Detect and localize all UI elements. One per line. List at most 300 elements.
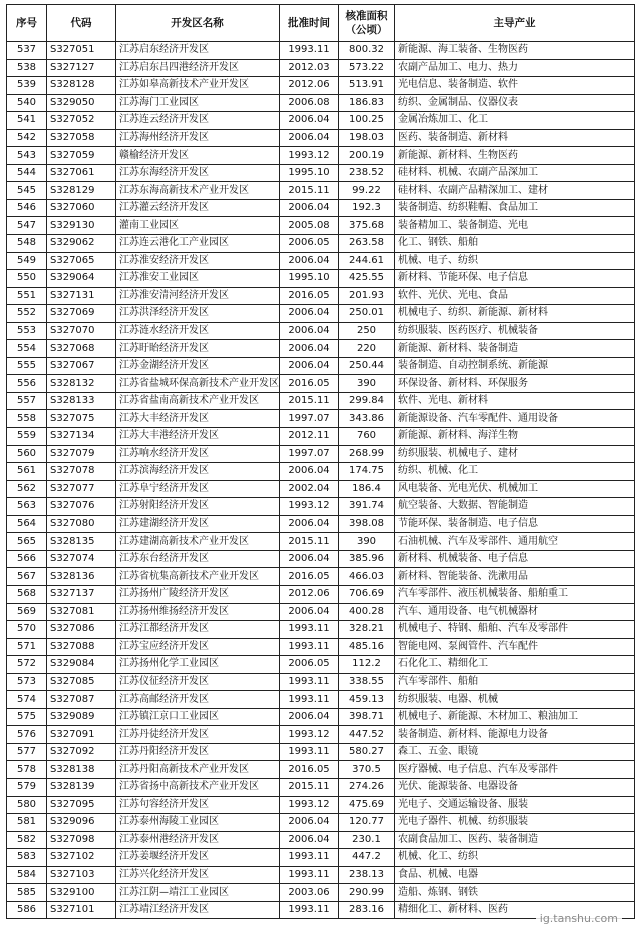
- cell-area: 338.55: [339, 673, 395, 691]
- cell-no: 543: [7, 147, 47, 165]
- cell-code: S327088: [47, 638, 116, 656]
- table-row: [7, 164, 635, 182]
- header-date: 批准时间: [280, 5, 339, 42]
- table-row: [7, 831, 635, 849]
- cell-area: 186.83: [339, 94, 395, 112]
- cell-code: S327052: [47, 112, 116, 130]
- cell-code: S328128: [47, 77, 116, 95]
- cell-industry: 新材料、机械装备、电子信息: [395, 550, 635, 568]
- cell-date: 2015.11: [280, 392, 339, 410]
- cell-date: 2005.08: [280, 217, 339, 235]
- table-row: [7, 392, 635, 410]
- cell-code: S327086: [47, 621, 116, 639]
- cell-industry: 风电装备、光电光伏、机械加工: [395, 480, 635, 498]
- cell-date: 2006.05: [280, 235, 339, 253]
- cell-code: S327095: [47, 796, 116, 814]
- cell-industry: 新材料、智能装备、洗漱用品: [395, 568, 635, 586]
- cell-date: 2015.11: [280, 778, 339, 796]
- cell-no: 567: [7, 568, 47, 586]
- cell-no: 560: [7, 445, 47, 463]
- cell-code: S329100: [47, 884, 116, 902]
- cell-area: 290.99: [339, 884, 395, 902]
- table-row: [7, 814, 635, 832]
- cell-area: 391.74: [339, 498, 395, 516]
- cell-date: 2006.04: [280, 340, 339, 358]
- cell-industry: 新材料、节能环保、电子信息: [395, 270, 635, 288]
- cell-code: S327087: [47, 691, 116, 709]
- table-row: [7, 550, 635, 568]
- cell-industry: 纺织服装、电器、机械: [395, 691, 635, 709]
- cell-date: 2006.04: [280, 603, 339, 621]
- cell-name: 江苏滨海经济开发区: [116, 463, 280, 481]
- cell-no: 572: [7, 656, 47, 674]
- cell-area: 580.27: [339, 743, 395, 761]
- table-row: [7, 568, 635, 586]
- cell-industry: 光伏、能源装备、电器设备: [395, 778, 635, 796]
- cell-no: 549: [7, 252, 47, 270]
- cell-industry: 光电信息、装备制造、软件: [395, 77, 635, 95]
- cell-code: S328135: [47, 533, 116, 551]
- cell-area: 375.68: [339, 217, 395, 235]
- cell-industry: 森工、五金、眼镜: [395, 743, 635, 761]
- cell-no: 539: [7, 77, 47, 95]
- cell-date: 2016.05: [280, 761, 339, 779]
- cell-no: 564: [7, 515, 47, 533]
- header-name: 开发区名称: [116, 5, 280, 42]
- cell-name: 江苏江阴—靖江工业园区: [116, 884, 280, 902]
- table-row: [7, 708, 635, 726]
- cell-area: 198.03: [339, 129, 395, 147]
- cell-no: 586: [7, 901, 47, 919]
- table-row: [7, 884, 635, 902]
- cell-area: 220: [339, 340, 395, 358]
- cell-industry: 汽车零部件、液压机械装备、船舶重工: [395, 585, 635, 603]
- table-row: [7, 217, 635, 235]
- table-row: [7, 94, 635, 112]
- table-row: [7, 621, 635, 639]
- cell-no: 559: [7, 428, 47, 446]
- cell-name: 江苏扬州化学工业园区: [116, 656, 280, 674]
- cell-industry: 医疗器械、电子信息、汽车及零部件: [395, 761, 635, 779]
- table-row: [7, 235, 635, 253]
- cell-date: 1993.11: [280, 901, 339, 919]
- cell-name: 江苏丹阳经济开发区: [116, 743, 280, 761]
- cell-name: 江苏泰州港经济开发区: [116, 831, 280, 849]
- table-row: [7, 182, 635, 200]
- cell-no: 580: [7, 796, 47, 814]
- cell-code: S327068: [47, 340, 116, 358]
- cell-name: 江苏淮安经济开发区: [116, 252, 280, 270]
- cell-code: S327065: [47, 252, 116, 270]
- cell-name: 江苏省扬中高新技术产业开发区: [116, 778, 280, 796]
- cell-date: 1993.11: [280, 673, 339, 691]
- cell-date: 2006.05: [280, 656, 339, 674]
- cell-code: S328129: [47, 182, 116, 200]
- cell-date: 1997.07: [280, 445, 339, 463]
- cell-code: S328133: [47, 392, 116, 410]
- cell-area: 200.19: [339, 147, 395, 165]
- cell-no: 584: [7, 866, 47, 884]
- cell-code: S327060: [47, 199, 116, 217]
- cell-code: S327081: [47, 603, 116, 621]
- cell-name: 江苏丹阳高新技术产业开发区: [116, 761, 280, 779]
- cell-date: 2006.04: [280, 550, 339, 568]
- cell-no: 578: [7, 761, 47, 779]
- header-industry: 主导产业: [395, 5, 635, 42]
- cell-date: 2012.03: [280, 59, 339, 77]
- cell-name: 江苏大丰港经济开发区: [116, 428, 280, 446]
- cell-no: 555: [7, 357, 47, 375]
- cell-industry: 软件、光电、新材料: [395, 392, 635, 410]
- table-row: [7, 147, 635, 165]
- cell-area: 238.13: [339, 866, 395, 884]
- cell-area: 390: [339, 375, 395, 393]
- cell-no: 579: [7, 778, 47, 796]
- table-row: [7, 59, 635, 77]
- cell-industry: 新能源、新材料、装备制造: [395, 340, 635, 358]
- cell-date: 1993.11: [280, 849, 339, 867]
- cell-area: 485.16: [339, 638, 395, 656]
- cell-area: 400.28: [339, 603, 395, 621]
- cell-no: 541: [7, 112, 47, 130]
- cell-industry: 精细化工、新材料、医药: [395, 901, 635, 919]
- table-row: [7, 726, 635, 744]
- cell-industry: 新能源、海工装备、生物医药: [395, 42, 635, 60]
- table-row: [7, 322, 635, 340]
- table-row: [7, 533, 635, 551]
- cell-code: S327059: [47, 147, 116, 165]
- cell-industry: 节能环保、装备制造、电子信息: [395, 515, 635, 533]
- cell-code: S329064: [47, 270, 116, 288]
- cell-area: 447.2: [339, 849, 395, 867]
- cell-no: 566: [7, 550, 47, 568]
- cell-no: 554: [7, 340, 47, 358]
- cell-code: S329096: [47, 814, 116, 832]
- cell-code: S329062: [47, 235, 116, 253]
- cell-code: S327078: [47, 463, 116, 481]
- cell-name: 江苏建湖经济开发区: [116, 515, 280, 533]
- cell-code: S327103: [47, 866, 116, 884]
- cell-code: S327137: [47, 585, 116, 603]
- cell-name: 江苏建湖高新技术产业开发区: [116, 533, 280, 551]
- cell-area: 398.71: [339, 708, 395, 726]
- cell-code: S329089: [47, 708, 116, 726]
- cell-name: 江苏省盐南高新技术产业开发区: [116, 392, 280, 410]
- cell-name: 江苏兴化经济开发区: [116, 866, 280, 884]
- cell-no: 551: [7, 287, 47, 305]
- cell-name: 江苏淮安清河经济开发区: [116, 287, 280, 305]
- cell-area: 370.5: [339, 761, 395, 779]
- cell-no: 556: [7, 375, 47, 393]
- cell-date: 1993.11: [280, 621, 339, 639]
- cell-code: S329050: [47, 94, 116, 112]
- cell-industry: 软件、光伏、光电、食品: [395, 287, 635, 305]
- source-watermark: ig.tanshu.com: [536, 911, 622, 926]
- cell-date: 1997.07: [280, 410, 339, 428]
- cell-industry: 石化化工、精细化工: [395, 656, 635, 674]
- cell-code: S327067: [47, 357, 116, 375]
- header-no: 序号: [7, 5, 47, 42]
- cell-name: 江苏连云经济开发区: [116, 112, 280, 130]
- cell-date: 1993.12: [280, 796, 339, 814]
- table-row: [7, 656, 635, 674]
- development-zones-table: [6, 4, 635, 919]
- cell-industry: 纺织服装、机械电子、建材: [395, 445, 635, 463]
- cell-code: S327058: [47, 129, 116, 147]
- cell-date: 1995.10: [280, 270, 339, 288]
- cell-no: 585: [7, 884, 47, 902]
- cell-name: 江苏大丰经济开发区: [116, 410, 280, 428]
- cell-name: 江苏仪征经济开发区: [116, 673, 280, 691]
- cell-no: 574: [7, 691, 47, 709]
- cell-industry: 硅材料、机械、农副产品深加工: [395, 164, 635, 182]
- cell-area: 112.2: [339, 656, 395, 674]
- cell-area: 230.1: [339, 831, 395, 849]
- cell-no: 575: [7, 708, 47, 726]
- cell-industry: 化工、钢铁、船舶: [395, 235, 635, 253]
- table-row: [7, 761, 635, 779]
- cell-name: 江苏金湖经济开发区: [116, 357, 280, 375]
- cell-date: 2006.04: [280, 357, 339, 375]
- cell-industry: 汽车零部件、船舶: [395, 673, 635, 691]
- cell-area: 99.22: [339, 182, 395, 200]
- table-row: [7, 445, 635, 463]
- table-row: [7, 305, 635, 323]
- cell-date: 2006.04: [280, 112, 339, 130]
- cell-no: 562: [7, 480, 47, 498]
- cell-area: 459.13: [339, 691, 395, 709]
- table-row: [7, 199, 635, 217]
- cell-date: 1993.11: [280, 743, 339, 761]
- cell-date: 1993.12: [280, 726, 339, 744]
- cell-no: 548: [7, 235, 47, 253]
- cell-name: 江苏扬州维扬经济开发区: [116, 603, 280, 621]
- cell-industry: 新能源、新材料、生物医药: [395, 147, 635, 165]
- cell-area: 390: [339, 533, 395, 551]
- cell-date: 2012.11: [280, 428, 339, 446]
- cell-name: 江苏启东吕四港经济开发区: [116, 59, 280, 77]
- cell-industry: 装备制造、新材料、能源电力设备: [395, 726, 635, 744]
- cell-area: 760: [339, 428, 395, 446]
- cell-no: 542: [7, 129, 47, 147]
- table-row: [7, 515, 635, 533]
- cell-name: 江苏盱眙经济开发区: [116, 340, 280, 358]
- cell-name: 灌南工业园区: [116, 217, 280, 235]
- cell-no: 540: [7, 94, 47, 112]
- table-row: [7, 270, 635, 288]
- cell-code: S328139: [47, 778, 116, 796]
- table-row: [7, 849, 635, 867]
- cell-industry: 光电子器件、机械、纺织服装: [395, 814, 635, 832]
- cell-industry: 造船、炼钢、钢铁: [395, 884, 635, 902]
- cell-industry: 石油机械、汽车及零部件、通用航空: [395, 533, 635, 551]
- cell-date: 1995.10: [280, 164, 339, 182]
- cell-name: 江苏泰州海陵工业园区: [116, 814, 280, 832]
- cell-date: 1993.11: [280, 638, 339, 656]
- cell-date: 1993.11: [280, 42, 339, 60]
- table-row: [7, 691, 635, 709]
- cell-date: 1993.11: [280, 866, 339, 884]
- cell-no: 547: [7, 217, 47, 235]
- cell-area: 244.61: [339, 252, 395, 270]
- cell-code: S327098: [47, 831, 116, 849]
- cell-code: S327070: [47, 322, 116, 340]
- cell-date: 2003.06: [280, 884, 339, 902]
- table-row: [7, 498, 635, 516]
- cell-area: 186.4: [339, 480, 395, 498]
- cell-industry: 智能电网、泵阀管件、汽车配件: [395, 638, 635, 656]
- cell-no: 569: [7, 603, 47, 621]
- cell-area: 573.22: [339, 59, 395, 77]
- cell-industry: 环保设备、新材料、环保服务: [395, 375, 635, 393]
- cell-area: 447.52: [339, 726, 395, 744]
- cell-industry: 机械电子、新能源、木材加工、粮油加工: [395, 708, 635, 726]
- zones-table-sheet: [6, 4, 634, 919]
- cell-area: 250.01: [339, 305, 395, 323]
- cell-area: 343.86: [339, 410, 395, 428]
- cell-code: S327077: [47, 480, 116, 498]
- cell-industry: 医药、装备制造、新材料: [395, 129, 635, 147]
- cell-area: 263.58: [339, 235, 395, 253]
- cell-date: 2002.04: [280, 480, 339, 498]
- cell-area: 174.75: [339, 463, 395, 481]
- cell-date: 2016.05: [280, 375, 339, 393]
- cell-date: 2015.11: [280, 182, 339, 200]
- cell-industry: 机械电子、纺织、新能源、新材料: [395, 305, 635, 323]
- cell-area: 100.25: [339, 112, 395, 130]
- cell-area: 706.69: [339, 585, 395, 603]
- cell-name: 江苏镇江京口工业园区: [116, 708, 280, 726]
- table-row: [7, 866, 635, 884]
- cell-industry: 机械、化工、纺织: [395, 849, 635, 867]
- cell-date: 1993.12: [280, 147, 339, 165]
- header-area-line2: （公顷）: [345, 24, 388, 36]
- cell-date: 2006.04: [280, 708, 339, 726]
- cell-area: 299.84: [339, 392, 395, 410]
- cell-no: 546: [7, 199, 47, 217]
- cell-name: 江苏姜堰经济开发区: [116, 849, 280, 867]
- cell-no: 558: [7, 410, 47, 428]
- table-row: [7, 410, 635, 428]
- cell-name: 江苏东台经济开发区: [116, 550, 280, 568]
- table-row: [7, 77, 635, 95]
- cell-no: 563: [7, 498, 47, 516]
- cell-no: 573: [7, 673, 47, 691]
- cell-industry: 机械、电子、纺织: [395, 252, 635, 270]
- cell-industry: 装备制造、自动控制系统、新能源: [395, 357, 635, 375]
- cell-area: 398.08: [339, 515, 395, 533]
- cell-code: S327134: [47, 428, 116, 446]
- cell-name: 江苏射阳经济开发区: [116, 498, 280, 516]
- cell-code: S327085: [47, 673, 116, 691]
- table-row: [7, 42, 635, 60]
- cell-industry: 纺织、金属制品、仪器仪表: [395, 94, 635, 112]
- table-row: [7, 428, 635, 446]
- header-area-line1: 核准面积: [345, 10, 388, 22]
- cell-no: 537: [7, 42, 47, 60]
- cell-code: S327069: [47, 305, 116, 323]
- cell-date: 2016.05: [280, 287, 339, 305]
- cell-area: 475.69: [339, 796, 395, 814]
- cell-date: 2006.04: [280, 252, 339, 270]
- cell-name: 江苏省杭集高新技术产业开发区: [116, 568, 280, 586]
- table-row: [7, 638, 635, 656]
- cell-name: 江苏丹徒经济开发区: [116, 726, 280, 744]
- cell-no: 577: [7, 743, 47, 761]
- cell-no: 571: [7, 638, 47, 656]
- cell-industry: 硅材料、农副产品精深加工、建材: [395, 182, 635, 200]
- cell-area: 250.44: [339, 357, 395, 375]
- cell-no: 544: [7, 164, 47, 182]
- cell-industry: 农副产品加工、电力、热力: [395, 59, 635, 77]
- cell-area: 800.32: [339, 42, 395, 60]
- cell-date: 2012.06: [280, 77, 339, 95]
- cell-no: 565: [7, 533, 47, 551]
- cell-area: 268.99: [339, 445, 395, 463]
- cell-no: 576: [7, 726, 47, 744]
- cell-code: S327127: [47, 59, 116, 77]
- table-header-row: [7, 5, 635, 42]
- cell-date: 1993.11: [280, 691, 339, 709]
- cell-industry: 农副食品加工、医药、装备制造: [395, 831, 635, 849]
- cell-name: 江苏淮安工业园区: [116, 270, 280, 288]
- cell-no: 561: [7, 463, 47, 481]
- cell-name: 赣榆经济开发区: [116, 147, 280, 165]
- cell-code: S329130: [47, 217, 116, 235]
- header-code: 代码: [47, 5, 116, 42]
- cell-no: 552: [7, 305, 47, 323]
- cell-area: 466.03: [339, 568, 395, 586]
- table-row: [7, 375, 635, 393]
- cell-date: 2015.11: [280, 533, 339, 551]
- table-row: [7, 603, 635, 621]
- cell-date: 2006.04: [280, 463, 339, 481]
- cell-code: S327075: [47, 410, 116, 428]
- cell-date: 2012.06: [280, 585, 339, 603]
- table-row: [7, 796, 635, 814]
- cell-industry: 新能源、新材料、海洋生物: [395, 428, 635, 446]
- cell-area: 201.93: [339, 287, 395, 305]
- cell-date: 2006.04: [280, 515, 339, 533]
- cell-code: S327051: [47, 42, 116, 60]
- cell-industry: 纺织服装、医药医疗、机械装备: [395, 322, 635, 340]
- cell-code: S327061: [47, 164, 116, 182]
- cell-name: 江苏洪泽经济开发区: [116, 305, 280, 323]
- cell-industry: 食品、机械、电器: [395, 866, 635, 884]
- cell-no: 557: [7, 392, 47, 410]
- cell-industry: 纺织、机械、化工: [395, 463, 635, 481]
- cell-industry: 装备精加工、装备制造、光电: [395, 217, 635, 235]
- table-row: [7, 357, 635, 375]
- cell-area: 274.26: [339, 778, 395, 796]
- cell-name: 江苏如皋高新技术产业开发区: [116, 77, 280, 95]
- table-row: [7, 673, 635, 691]
- cell-name: 江苏涟水经济开发区: [116, 322, 280, 340]
- cell-name: 江苏宝应经济开发区: [116, 638, 280, 656]
- cell-code: S328138: [47, 761, 116, 779]
- cell-name: 江苏高邮经济开发区: [116, 691, 280, 709]
- table-row: [7, 252, 635, 270]
- cell-code: S327080: [47, 515, 116, 533]
- cell-industry: 光电子、交通运输设备、服装: [395, 796, 635, 814]
- cell-name: 江苏东海经济开发区: [116, 164, 280, 182]
- cell-name: 江苏东海高新技术产业开发区: [116, 182, 280, 200]
- cell-name: 江苏连云港化工产业园区: [116, 235, 280, 253]
- cell-area: 120.77: [339, 814, 395, 832]
- cell-area: 513.91: [339, 77, 395, 95]
- cell-no: 538: [7, 59, 47, 77]
- cell-industry: 金属冶炼加工、化工: [395, 112, 635, 130]
